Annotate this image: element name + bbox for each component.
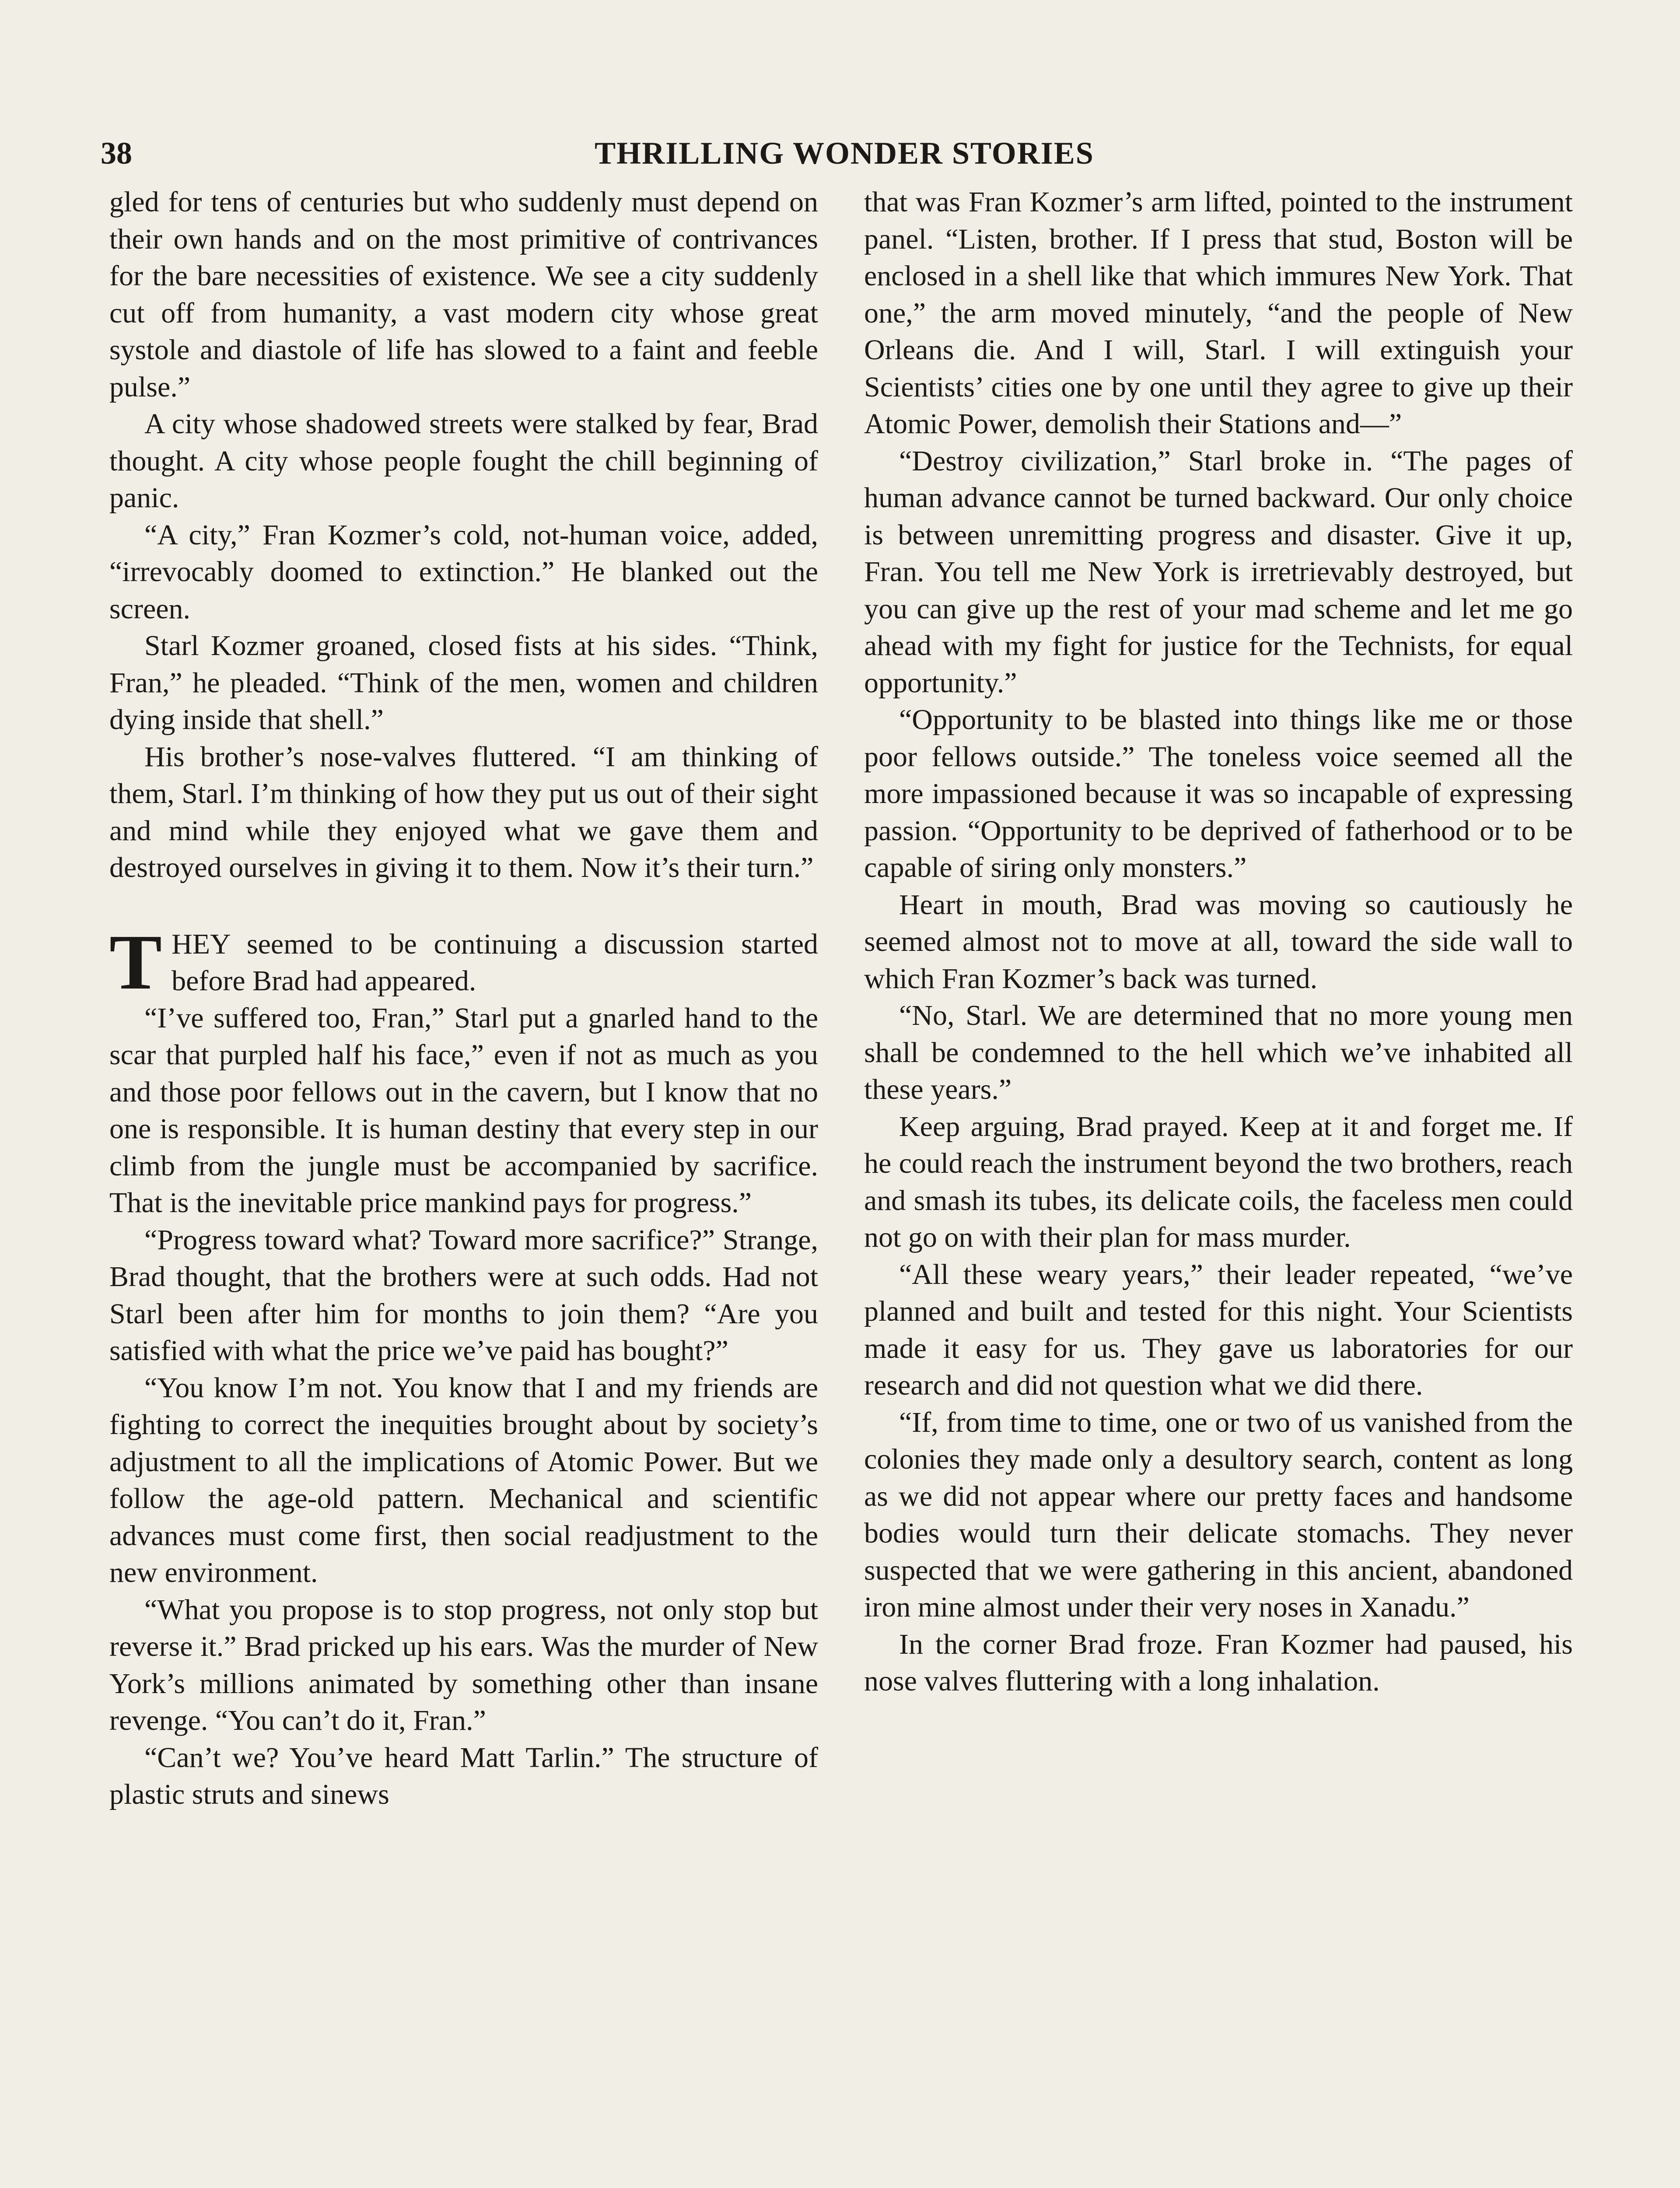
paragraph: “I’ve suffered too, Fran,” Starl put a gnarled hand to the scar that purpled half his face,” even if not as much as you and those poor fellows out in the cavern, but I know that no one is responsible. It is human destiny that every step in our climb from the jungle must be accompanied by sacrifice. That is the inevitable price mankind pays for progress.”: [109, 1002, 818, 1219]
paragraph: that was Fran Kozmer’s arm lifted, pointed to the instrument panel. “Listen, brother. If I press that stud, Boston will be enclosed in a shell like that which immures New York. That one,” the arm moved minutely, “and the people of New Orleans die. And I will, Starl. I will extinguish your Scientists’ cities one by one until they agree to give up their Atomic Power, demolish their Stations and—”: [864, 186, 1573, 440]
paragraph: In the corner Brad froze. Fran Kozmer had paused, his nose valves fluttering with a long inhalation.: [864, 1628, 1573, 1697]
section-start-paragraph: [109, 918, 818, 1006]
drop-cap: T: [109, 918, 162, 1006]
right-column: [864, 184, 1573, 1700]
paragraph: “Progress toward what? Toward more sacrifice?” Strange, Brad thought, that the brothers were at such odds. Had not Starl been after him for months to join them? “Are you satisfied with what the price we’ve paid has bought?”: [109, 1224, 818, 1367]
paragraph: “You know I’m not. You know that I and my friends are fighting to correct the inequities brought about by society’s adjustment to all the implications of Atomic Power. But we follow the age-old pattern. Mechanical and scientific advances must come first, then social readjustment to the new environment.: [109, 1371, 818, 1588]
page-header: [101, 129, 1588, 177]
paragraph: Starl Kozmer groaned, closed fists at his sides. “Think, Fran,” he pleaded. “Think of the men, women and children dying inside that shell.”: [109, 630, 818, 736]
magazine-title: THRILLING WONDER STORIES: [595, 136, 1094, 171]
paragraph: gled for tens of centuries but who suddenly must depend on their own hands and on the most primitive of contrivances for the bare necessities of existence. We see a city suddenly cut off from humanity, a vast modern city whose great systole and diastole of life has slowed to a faint and feeble pulse.”: [109, 186, 818, 403]
paragraph: Keep arguing, Brad prayed. Keep at it and forget me. If he could reach the instrument beyond the two brothers, reach and smash its tubes, its delicate coils, the faceless men could not go on with their plan for mass murder.: [864, 1110, 1573, 1253]
paragraph: Heart in mouth, Brad was moving so cautiously he seemed almost not to move at all, toward the side wall to which Fran Kozmer’s back was turned.: [864, 888, 1573, 995]
paragraph: “If, from time to time, one or two of us vanished from the colonies they made only a desultory search, content as long as we did not appear where our pretty faces and handsome bodies would turn their delicate stomachs. They never suspected that we were gathering in this ancient, abandoned iron mine almost under their very noses in Xanadu.”: [864, 1406, 1573, 1623]
paragraph: “Opportunity to be blasted into things like me or those poor fellows outside.” The toneless voice seemed all the more impassioned because it was so incapable of expressing passion. “Opportunity to be deprived of fatherhood or to be capable of siring only monsters.”: [864, 704, 1573, 884]
paragraph: “All these weary years,” their leader repeated, “we’ve planned and built and tested for this night. Your Scientists made it easy for us. They gave us laboratories for our research and did not question what we did there.: [864, 1258, 1573, 1401]
paragraph: “Destroy civilization,” Starl broke in. “The pages of human advance cannot be turned backward. Our only choice is between unremitting progress and disaster. Give it up, Fran. You tell me New York is irretrievably destroyed, but you can give up the rest of your mad scheme and let me go ahead with my fight for justice for the Technists, for equal opportunity.”: [864, 445, 1573, 699]
paragraph: “What you propose is to stop progress, not only stop but reverse it.” Brad pricked up his ears. Was the murder of New York’s millions animated by something other than insane revenge. “You can’t do it, Fran.”: [109, 1593, 818, 1736]
left-column: [109, 184, 818, 1813]
paragraph: “Can’t we? You’ve heard Matt Tarlin.” The structure of plastic struts and sinews: [109, 1741, 818, 1810]
paragraph: A city whose shadowed streets were stalked by fear, Brad thought. A city whose people fought the chill beginning of panic.: [109, 408, 818, 514]
paragraph: His brother’s nose-valves fluttered. “I am thinking of them, Starl. I’m thinking of how they put us out of their sight and mind while they enjoyed what we gave them and destroyed ourselves in giving it to them. Now it’s their turn.”: [109, 740, 818, 884]
paragraph-text: HEY seemed to be continuing a discussion started before Brad had appeared.: [172, 928, 818, 997]
page-number: 38: [101, 136, 132, 171]
paragraph: “A city,” Fran Kozmer’s cold, not-human voice, added, “irrevocably doomed to extinction.” He blanked out the screen.: [109, 519, 818, 625]
paragraph: “No, Starl. We are determined that no more young men shall be condemned to the hell which we’ve inhabited all these years.”: [864, 999, 1573, 1105]
